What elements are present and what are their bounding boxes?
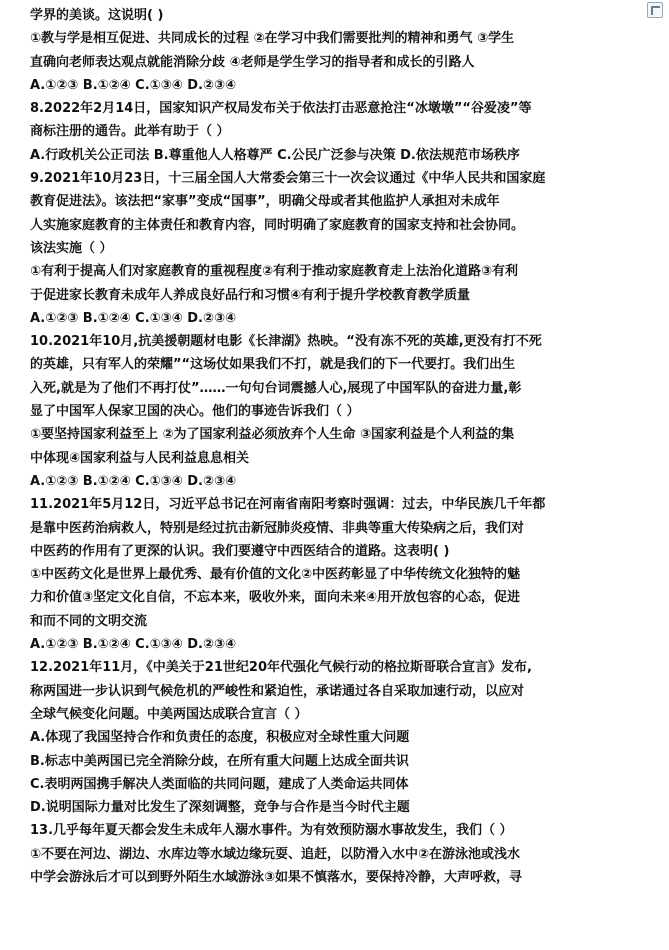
option-a: A.体现了我国坚持合作和负责任的态度，积极应对全球性重大问题 [30,730,410,746]
text-line: 全球气候变化问题。中美两国达成联合宣言（ ） [30,706,308,722]
question-8: 8.2022年2月14日，国家知识产权局发布关于依法打击恶意抢注“冰墩墩”“谷爱凌”等 [30,101,532,117]
text-line: 的英雄，只有军人的荣耀”“这场仗如果我们不打，就是我们的下一代要打。我们出生 [30,357,516,373]
text-line: 称两国进一步认识到气候危机的严峻性和紧迫性，承诺通过各自采取加速行动，以应对 [30,683,525,699]
text-line: 是靠中医药治病救人，特别是经过抗击新冠肺炎疫情、非典等重大传染病之后，我们对 [30,520,525,536]
answer-options: A.①②③ B.①②④ C.①③④ D.②③④ [30,473,236,489]
option-d: D.说明国际力量对比发生了深刻调整，竞争与合作是当今时代主题 [30,800,410,816]
text-line: 和而不同的文明交流 [30,613,148,629]
text-line: ①要坚持国家利益至上 ②为了国家利益必须放弃个人生命 ③国家利益是个人利益的集 [30,427,515,443]
text-line: 教育促进法》。该法把“家事”变成“国事”，明确父母或者其他监护人承担对未成年 [30,194,500,210]
text-line: ①教与学是相互促进、共同成长的过程 ②在学习中我们需要批判的精神和勇气 ③学生 [30,31,515,47]
answer-options: A.行政机关公正司法 B.尊重他人人格尊严 C.公民广泛参与决策 D.依法规范市场秩序 [30,147,520,163]
text-line: 该法实施（ ） [30,240,113,256]
text-line: 中学会游泳后才可以到野外陌生水域游泳③如果不慎落水，要保持冷静，大声呼救，寻 [30,869,523,885]
text-line: 于促进家长教育未成年人养成良好品行和习惯④有利于提升学校教育教学质量 [30,287,471,303]
question-11: 11.2021年5月12日，习近平总书记在河南省南阳考察时强调：过去，中华民族几千年都 [30,497,546,513]
question-12: 12.2021年11月，《中美关于21世纪20年代强化气候行动的格拉斯哥联合宣言》发布, [30,660,532,676]
option-c: C.表明两国携手解决人类面临的共同问题，建成了人类命运共同体 [30,776,409,792]
text-line: 商标注册的通告。此举有助于（ ） [30,124,230,140]
text-line: ①中医药文化是世界上最优秀、最有价值的文化②中医药彰显了中华传统文化独特的魅 [30,567,521,583]
question-13: 13.几乎每年夏天都会发生未成年人溺水事件。为有效预防溺水事故发生，我们（ ） [30,823,513,839]
text-line: 中体现④国家利益与人民利益息息相关 [30,450,250,466]
text-line: 中医药的作用有了更深的认识。我们要遵守中西医结合的道路。这表明( ) [30,543,450,559]
text-line: 人实施家庭教育的主体责任和教育内容，同时明确了家庭教育的国家支持和社会协同。 [30,217,525,233]
option-b: B.标志中美两国已完全消除分歧，在所有重大问题上达成全面共识 [30,753,409,769]
text-line: 直确向老师表达观点就能消除分歧 ④老师是学生学习的指导者和成长的引路人 [30,54,475,70]
text-line: 学界的美谈。这说明( ) [30,8,164,23]
text-line: ①有利于提高人们对家庭教育的重视程度②有利于推动家庭教育走上法治化道路③有利 [30,264,519,280]
answer-options: A.①②③ B.①②④ C.①③④ D.②③④ [30,77,236,93]
question-10: 10.2021年10月,抗美援朝题材电影《长津湖》热映。“没有冻不死的英雄,更没有打不死 [30,334,542,350]
answer-options: A.①②③ B.①②④ C.①③④ D.②③④ [30,637,236,653]
text-line: 入死,就是为了他们不再打仗”……一句句台词震撼人心,展现了中国军队的奋进力量,彰 [30,380,522,396]
text-line: 力和价值③坚定文化自信，不忘本来，吸收外来，面向未来④用开放包容的心态，促进 [30,590,521,606]
document-page [30,4,642,889]
answer-options: A.①②③ B.①②④ C.①③④ D.②③④ [30,310,236,326]
question-9: 9.2021年10月23日，十三届全国人大常委会第三十一次会议通过《中华人民共和国家庭 [30,171,546,187]
text-line: ①不要在河边、湖边、水库边等水域边缘玩耍、追赶，以防滑入水中②在游泳池或浅水 [30,846,521,862]
text-line: 显了中国军人保家卫国的决心。他们的事迹告诉我们（ ） [30,404,360,420]
corner-icon [647,2,663,18]
